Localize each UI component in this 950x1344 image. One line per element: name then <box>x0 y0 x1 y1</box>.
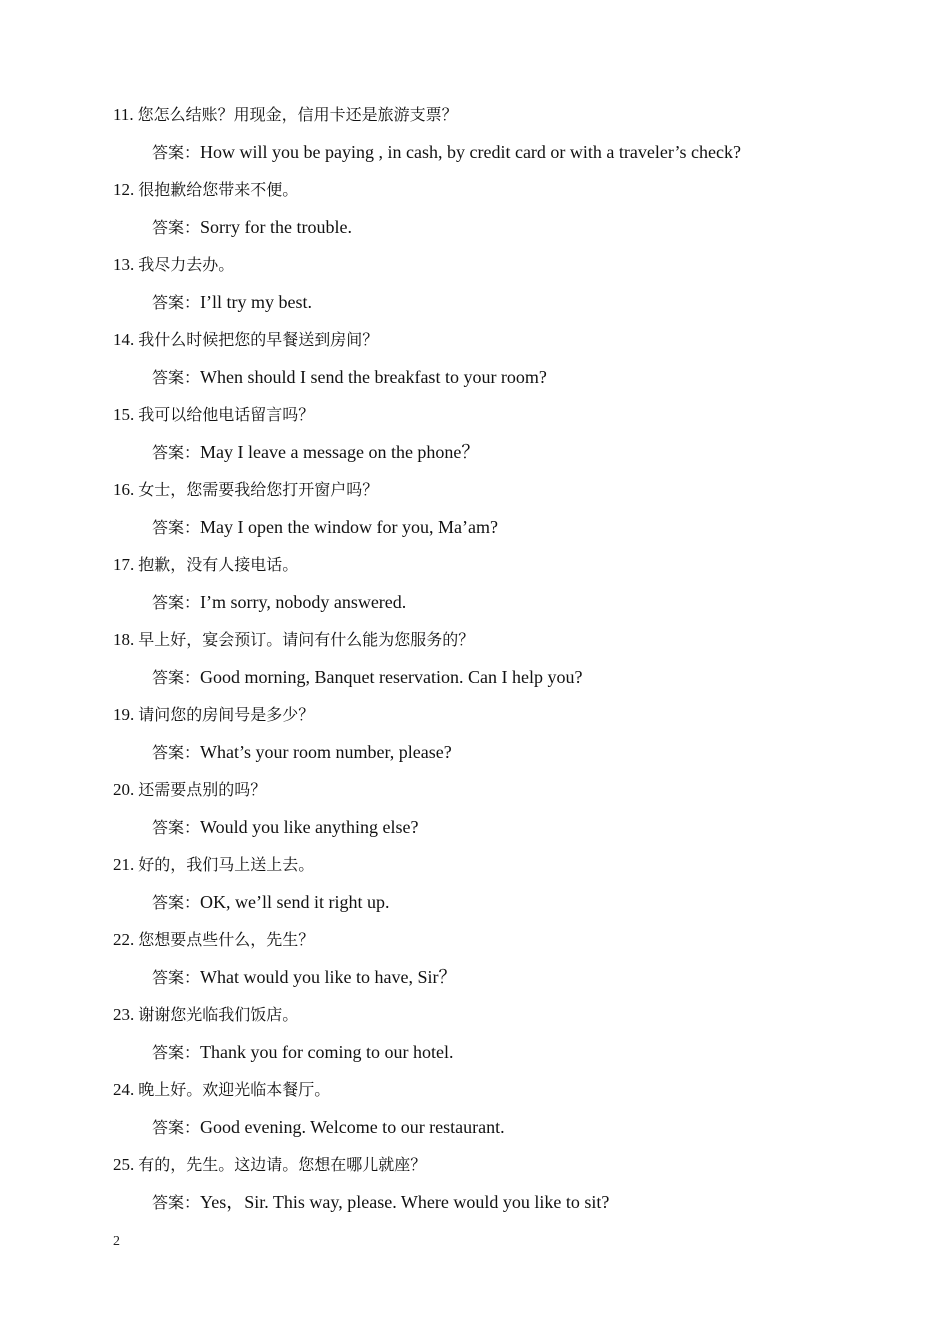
answer-label: 答案： <box>152 517 201 537</box>
answer-text: Would you like anything else? <box>200 816 419 837</box>
question-text: 我可以给他电话留言吗？ <box>138 405 315 424</box>
question <box>113 327 893 352</box>
qa-item-20 <box>113 777 893 840</box>
question-text: 谢谢您光临我们饭店。 <box>138 1005 299 1024</box>
answer-label: 答案： <box>152 292 201 312</box>
answer-text: Sorry for the trouble. <box>200 216 352 237</box>
answer-label: 答案： <box>152 217 201 237</box>
question-text: 抱歉，没有人接电话。 <box>138 555 299 574</box>
answer-text: I’m sorry, nobody answered. <box>200 591 407 612</box>
question-number: 11. <box>113 105 134 124</box>
answer-label: 答案： <box>152 817 201 837</box>
qa-item-12 <box>113 177 893 240</box>
answer <box>113 1115 893 1140</box>
question-text: 我什么时候把您的早餐送到房间？ <box>138 330 379 349</box>
qa-item-11 <box>113 102 893 165</box>
question-text: 好的，我们马上送上去。 <box>138 855 315 874</box>
answer <box>113 815 893 840</box>
answer-text: I’ll try my best. <box>200 291 312 312</box>
question-number: 24. <box>113 1080 135 1099</box>
question-number: 21. <box>113 855 135 874</box>
answer-label: 答案： <box>152 1117 201 1137</box>
question-number: 15. <box>113 405 135 424</box>
answer-text: Yes，Sir. This way, please. Where would you like to sit? <box>200 1191 610 1212</box>
answer <box>113 1190 893 1215</box>
answer-label: 答案： <box>152 667 201 687</box>
question-number: 14. <box>113 330 135 349</box>
question-number: 25. <box>113 1155 135 1174</box>
question-number: 20. <box>113 780 135 799</box>
answer-label: 答案： <box>152 892 201 912</box>
qa-item-23 <box>113 1002 893 1065</box>
answer <box>113 1040 893 1065</box>
answer-text: Good evening. Welcome to our restaurant. <box>200 1116 505 1137</box>
answer <box>113 215 893 240</box>
question-text: 请问您的房间号是多少？ <box>138 705 315 724</box>
answer-text: OK, we’ll send it right up. <box>200 891 390 912</box>
qa-item-14 <box>113 327 893 390</box>
answer <box>113 440 893 465</box>
question-text: 我尽力去办。 <box>138 255 235 274</box>
question <box>113 1077 893 1102</box>
answer-text: May I leave a message on the phone？ <box>200 441 480 462</box>
question <box>113 477 893 502</box>
question-text: 很抱歉给您带来不便。 <box>138 180 299 199</box>
answer-label: 答案： <box>152 442 201 462</box>
qa-item-16 <box>113 477 893 540</box>
qa-item-15 <box>113 402 893 465</box>
answer-text: When should I send the breakfast to your room? <box>200 366 547 387</box>
answer-label: 答案： <box>152 142 201 162</box>
question-text: 还需要点别的吗？ <box>138 780 267 799</box>
answer <box>113 740 893 765</box>
answer-text: How will you be paying , in cash, by credit card or with a traveler’s check? <box>200 141 741 162</box>
answer-label: 答案： <box>152 742 201 762</box>
qa-item-22 <box>113 927 893 990</box>
qa-item-25 <box>113 1152 893 1215</box>
question <box>113 627 893 652</box>
answer-label: 答案： <box>152 592 201 612</box>
question <box>113 1002 893 1027</box>
qa-item-19 <box>113 702 893 765</box>
question-text: 有的，先生。这边请。您想在哪儿就座？ <box>138 1155 427 1174</box>
page-number: 2 <box>113 1234 120 1249</box>
question <box>113 702 893 727</box>
question-number: 22. <box>113 930 135 949</box>
answer <box>113 890 893 915</box>
question-text: 早上好，宴会预订。请问有什么能为您服务的？ <box>138 630 475 649</box>
question <box>113 1152 893 1177</box>
question-number: 19. <box>113 705 135 724</box>
answer <box>113 590 893 615</box>
answer <box>113 290 893 315</box>
question <box>113 177 893 202</box>
question <box>113 252 893 277</box>
qa-item-21 <box>113 852 893 915</box>
answer <box>113 140 893 165</box>
question-text: 女士，您需要我给您打开窗户吗？ <box>138 480 379 499</box>
qa-item-13 <box>113 252 893 315</box>
answer-text: What would you like to have, Sir？ <box>200 966 457 987</box>
answer-text: Thank you for coming to our hotel. <box>200 1041 454 1062</box>
question-number: 12. <box>113 180 135 199</box>
qa-list <box>113 102 893 1227</box>
answer-text: Good morning, Banquet reservation. Can I help you? <box>200 666 583 687</box>
question-number: 13. <box>113 255 135 274</box>
question <box>113 777 893 802</box>
question <box>113 927 893 952</box>
question <box>113 402 893 427</box>
answer <box>113 965 893 990</box>
question-text: 晚上好。欢迎光临本餐厅。 <box>138 1080 331 1099</box>
qa-item-18 <box>113 627 893 690</box>
answer-text: What’s your room number, please? <box>200 741 452 762</box>
question-number: 16. <box>113 480 135 499</box>
answer-label: 答案： <box>152 367 201 387</box>
question-number: 18. <box>113 630 135 649</box>
question-text: 您想要点些什么，先生？ <box>138 930 315 949</box>
answer-label: 答案： <box>152 1042 201 1062</box>
answer-label: 答案： <box>152 967 201 987</box>
answer <box>113 365 893 390</box>
question-text: 您怎么结账？用现金，信用卡还是旅游支票？ <box>137 105 458 124</box>
answer <box>113 665 893 690</box>
question-number: 17. <box>113 555 135 574</box>
question <box>113 552 893 577</box>
answer-label: 答案： <box>152 1192 201 1212</box>
qa-item-17 <box>113 552 893 615</box>
question <box>113 102 893 127</box>
answer <box>113 515 893 540</box>
qa-item-24 <box>113 1077 893 1140</box>
question <box>113 852 893 877</box>
answer-text: May I open the window for you, Ma’am? <box>200 516 498 537</box>
question-number: 23. <box>113 1005 135 1024</box>
